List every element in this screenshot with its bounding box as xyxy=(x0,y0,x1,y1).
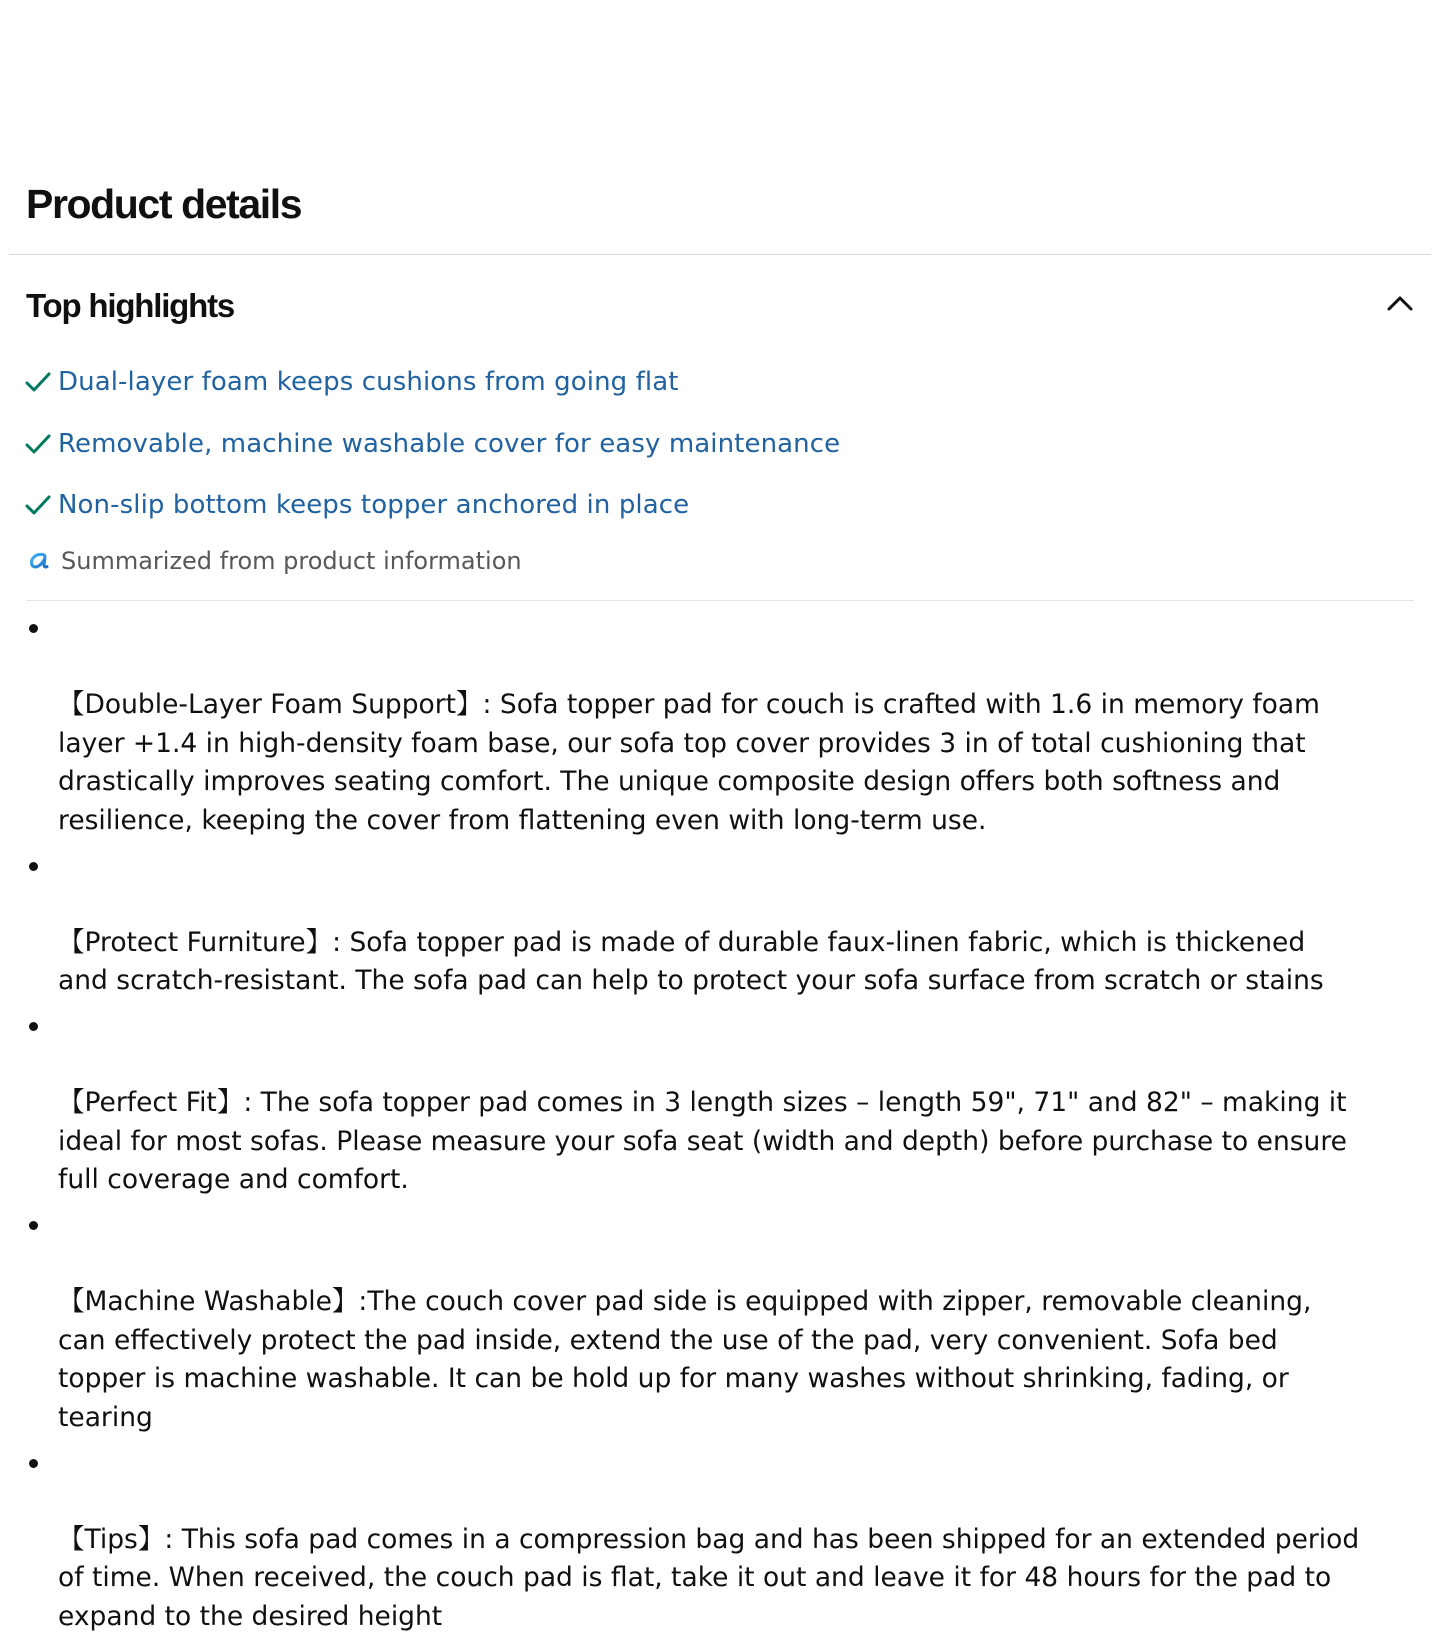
product-detail-list xyxy=(58,609,1430,1643)
collapse-toggle-button[interactable] xyxy=(1380,284,1420,324)
highlight-item xyxy=(24,424,840,464)
chevron-up-icon[interactable] xyxy=(1380,284,1420,324)
details-divider xyxy=(26,600,1414,601)
bullet-icon xyxy=(29,862,38,871)
bullet-icon xyxy=(29,1022,38,1031)
detail-item xyxy=(58,609,1430,840)
detail-item xyxy=(58,1007,1430,1200)
highlight-item xyxy=(24,362,840,402)
check-icon xyxy=(24,368,52,396)
page-title: Product details xyxy=(26,181,302,227)
ai-summary-icon xyxy=(26,548,52,574)
highlight-text: Non-slip bottom keeps topper anchored in place xyxy=(58,490,690,520)
section-divider xyxy=(9,254,1431,255)
detail-item xyxy=(58,1444,1430,1637)
highlight-text: Dual-layer foam keeps cushions from going flat xyxy=(58,367,679,397)
detail-text: 【Machine Washable】:The couch cover pad side is equipped with zipper, removable cleaning, can effectively protect the pad inside, extend the use of the pad, very convenient. Sofa bed topper is machine washable. It can be hold up for many washes without shrinking, fading, or tearing xyxy=(58,1286,1312,1433)
top-highlights-list xyxy=(24,362,840,547)
ai-summary-note xyxy=(26,542,522,580)
top-highlights-header[interactable] xyxy=(26,282,1420,330)
bullet-icon xyxy=(29,624,38,633)
detail-item xyxy=(58,1206,1430,1437)
detail-text: 【Protect Furniture】: Sofa topper pad is made of durable faux-linen fabric, which is thickened and scratch-resistant. The sofa pad can help to protect your sofa surface from scratch or stains xyxy=(58,926,1324,996)
bullet-icon xyxy=(29,1221,38,1230)
detail-text: 【Perfect Fit】: The sofa topper pad comes in 3 length sizes – length 59", 71" and 82" – making it ideal for most sofas. Please measure your sofa seat (width and depth) before purchase to ensure full coverage and comfort. xyxy=(58,1087,1347,1195)
bullet-icon xyxy=(29,1459,38,1468)
check-icon xyxy=(24,491,52,519)
detail-text: 【Double-Layer Foam Support】: Sofa topper pad for couch is crafted with 1.6 in memory foam layer +1.4 in high-density foam base, our sofa top cover provides 3 in of total cushioning that drastically improves seating comfort. The unique composite design offers both softness and resilience, keeping the cover from flattening even with long-term use. xyxy=(58,689,1320,836)
summary-text: Summarized from product information xyxy=(61,547,522,575)
check-icon xyxy=(24,430,52,458)
detail-item xyxy=(58,847,1430,1001)
highlight-item xyxy=(24,485,840,525)
top-highlights-title: Top highlights xyxy=(26,287,235,324)
highlight-text: Removable, machine washable cover for easy maintenance xyxy=(58,428,841,459)
detail-text: 【Tips】: This sofa pad comes in a compression bag and has been shipped for an extended period of time. When received, the couch pad is flat, take it out and leave it for 48 hours for the pad to expand to the desired height xyxy=(58,1523,1360,1632)
